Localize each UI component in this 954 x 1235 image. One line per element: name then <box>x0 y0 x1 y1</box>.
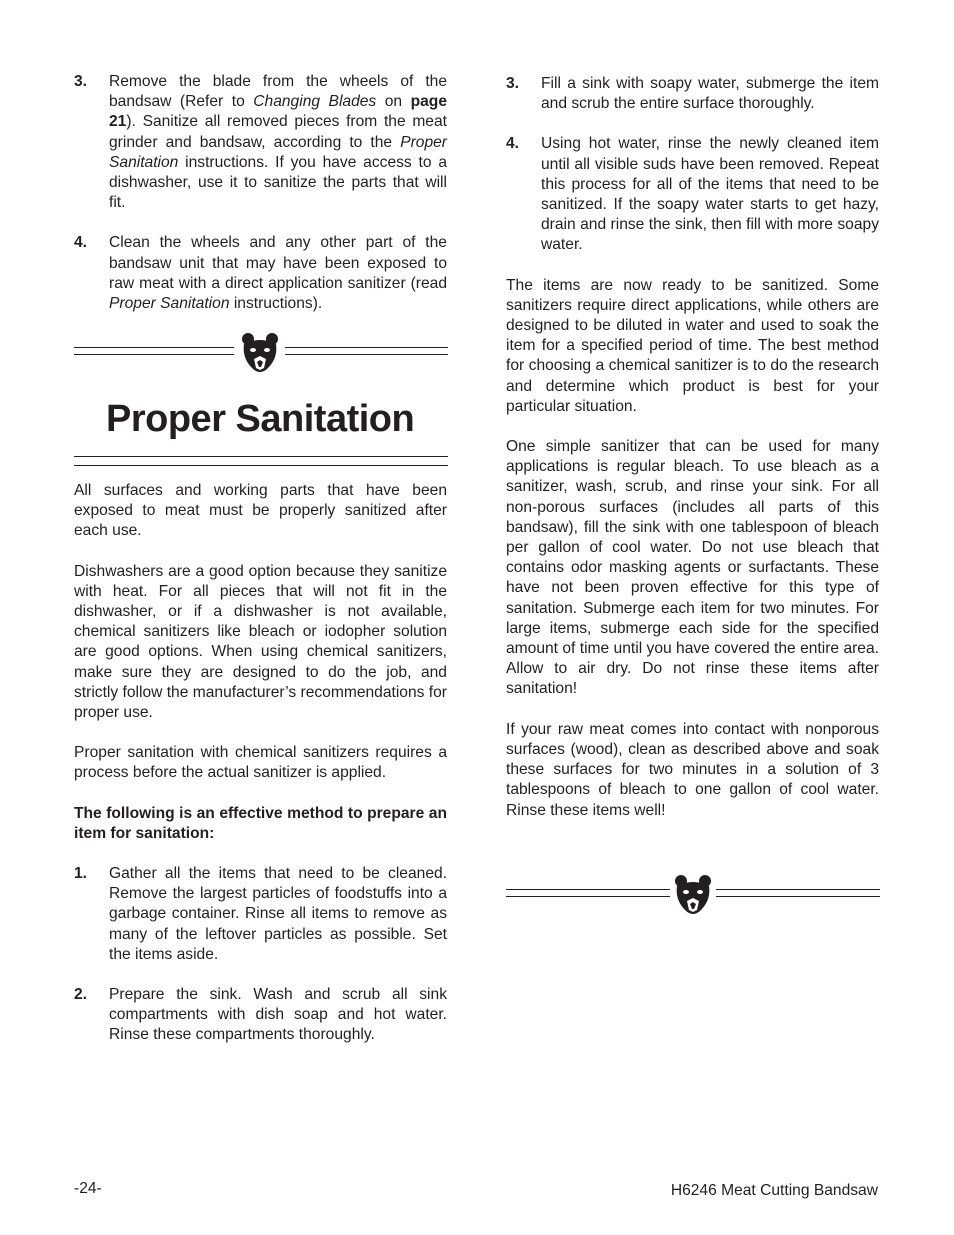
step-number: 2. <box>74 986 88 1004</box>
paragraph: One simple sanitizer that can be used for many applications is regular bleach. To use bleach as a sanitizer, wash, scrub, and rinse your sink. For all non-porous surfaces (includes all parts of this bandsaw), fill the sink with one tablespoon of bleach per gallon of cool water. Do not use bleach that contains odor masking agents or surfactants. These have not been proven effective for this type of sanitation. Submerge each item for two minutes. For large items, submerge each side for the specified amount of time until you have covered the entire area. Allow to air dry. Do not rinse these items after sanitation! <box>506 438 879 698</box>
step-number: 3. <box>506 75 520 92</box>
step-4-rinse <box>506 134 879 255</box>
section-title: Proper Sanitation <box>106 398 415 440</box>
right-column <box>506 74 879 821</box>
left-column-body <box>74 481 447 1046</box>
paragraph: The items are now ready to be sanitized. Some sanitizers require direct applications, while others are designed to be diluted in water and used to soak the item for a specified period of time. The best method for choosing a chemical sanitizer is to do the research and determine which product is best for your particular situation. <box>506 276 879 415</box>
step-number: 3. <box>74 73 88 90</box>
step-text: Prepare the sink. Wash and scrub all sink compartments with dish soap and hot water. Rinse these compartments thoroughly. <box>109 986 447 1044</box>
footer-product-name: H6246 Meat Cutting Bandsaw <box>670 1182 878 1199</box>
step-text: Clean the wheels and any other part of the bandsaw unit that may have been exposed to raw meat with a direct application sanitizer (read Proper Sanitation instructions). <box>109 234 447 313</box>
bold-intro: The following is an effective method to prepare an item for sanitation: <box>74 804 447 842</box>
step-number: 4. <box>74 234 88 252</box>
step-4-clean-wheels <box>74 233 447 314</box>
bear-logo-icon <box>673 874 713 918</box>
step-1-gather <box>74 864 447 965</box>
step-text: Gather all the items that need to be cleaned. Remove the largest particles of foodstuffs into a garbage container. Rinse all items to remove as many of the leftover particles as possible. Set the items aside. <box>109 865 447 963</box>
title-rule-bottom <box>74 465 448 466</box>
step-3-remove-blade <box>74 72 447 213</box>
step-text: Remove the blade from the wheels of the bandsaw (Refer to Changing Blades on page 21). Sanitize all removed pieces from the meat grinder and bandsaw, according to the Proper Sanitation instructions. If you have access to a dishwasher, use it to sanitize the parts that will fit. <box>109 73 447 212</box>
paragraph: Proper sanitation with chemical sanitizers requires a process before the actual sanitizer is applied. <box>74 744 447 782</box>
step-text: Fill a sink with soapy water, submerge the item and scrub the entire surface thoroughly. <box>541 75 879 113</box>
bear-logo-icon <box>240 332 280 376</box>
paragraph: All surfaces and working parts that have been exposed to meat must be properly sanitized after each use. <box>74 482 447 540</box>
left-column-top <box>74 72 447 314</box>
title-rule-top <box>74 456 448 457</box>
step-number: 1. <box>74 865 88 883</box>
paragraph: Dishwashers are a good option because they sanitize with heat. For all pieces that will not fit in the dishwasher, or if a dishwasher is not available, chemical sanitizers like bleach or iodopher solution are good options. When using chemical sanitizers, make sure they are designed to do the job, and strictly follow the manufacturer’s recommendations for proper use. <box>74 562 447 722</box>
page-number: -24- <box>74 1180 102 1197</box>
paragraph: If your raw meat comes into contact with nonporous surfaces (wood), clean as described above and soak these surfaces for two minutes in a solution of 3 tablespoons of bleach to one gallon of cool water. Rinse these items well! <box>506 720 879 819</box>
step-number: 4. <box>506 135 520 153</box>
step-text: Using hot water, rinse the newly cleaned item until all visible suds have been removed. Repeat this process for all of the items that need to be sanitized. If the soapy water starts to get hazy, drain and rinse the sink, then fill with more soapy water. <box>541 135 879 254</box>
step-3-fill-sink <box>506 74 879 114</box>
step-2-prepare-sink <box>74 985 447 1046</box>
